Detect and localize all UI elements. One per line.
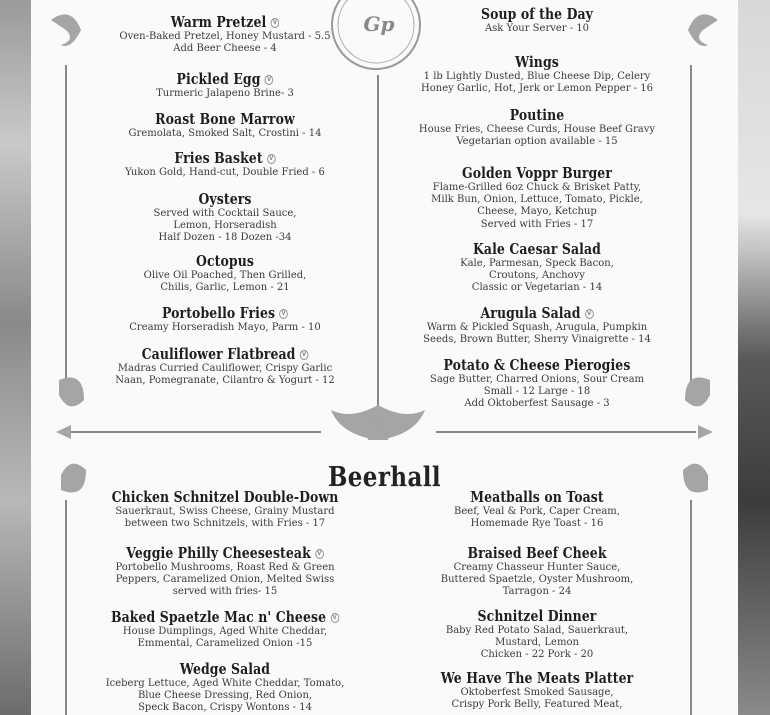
vegetarian-icon: V [267, 154, 276, 164]
item-name: Kale Caesar Salad [473, 241, 601, 258]
item-description: 1 lb Lightly Dusted, Blue Cheese Dip, Celery Honey Garlic, Hot, Jerk or Lemon Pepper - 16 [421, 71, 653, 95]
menu-item [75, 111, 375, 140]
item-name: Fries Basket [174, 150, 263, 167]
item-name: Baked Spaetzle Mac n' Cheese [110, 609, 327, 626]
item-name: Octopus [196, 253, 254, 270]
item-description: Oktoberfest Smoked Sausage, Crispy Pork Belly, Featured Meat, [451, 687, 623, 711]
menu-item [75, 14, 375, 55]
vegetarian-icon: V [330, 613, 339, 623]
item-description: Kale, Parmesan, Speck Bacon, Croutons, Anchovy Classic or Vegetarian - 14 [460, 258, 614, 294]
menu-item [387, 357, 687, 411]
menu-item [75, 191, 375, 245]
item-name: Wings [515, 54, 559, 71]
vegetarian-icon: V [585, 309, 594, 319]
item-name: Golden Voppr Burger [461, 165, 612, 182]
menu-item [75, 346, 375, 387]
background-right-photo [738, 0, 770, 715]
item-description: Iceberg Lettuce, Aged White Cheddar, Tomato, Blue Cheese Dressing, Red Onion, Speck Bacon, Crispy Wontons - 14 [105, 678, 345, 714]
menu-item [75, 661, 375, 715]
item-description: House Dumplings, Aged White Cheddar, Emmental, Caramelized Onion -15 [122, 626, 328, 650]
item-name: We Have The Meats Platter [440, 670, 634, 687]
item-description: Olive Oil Poached, Then Grilled, Chilis, Garlic, Lemon - 21 [143, 270, 307, 294]
menu-item [387, 670, 687, 711]
item-name: Arugula Salad [480, 305, 581, 322]
menu-item [387, 54, 687, 95]
item-description: House Fries, Cheese Curds, House Beef Gravy Vegetarian option available - 15 [418, 124, 656, 148]
menu-item [387, 305, 687, 346]
item-description: Beef, Veal & Pork, Caper Cream, Homemade Rye Toast - 16 [454, 506, 620, 530]
menu-item [387, 241, 687, 295]
menu-item [75, 253, 375, 294]
item-description: Creamy Horseradish Mayo, Parm - 10 [129, 322, 321, 333]
menu-item [387, 489, 687, 530]
vegetarian-icon: V [300, 350, 309, 360]
item-description: Creamy Chasseur Hunter Sauce, Buttered Spaetzle, Oyster Mushroom, Tarragon - 24 [440, 562, 634, 598]
menu-item [75, 609, 375, 650]
item-name: Chicken Schnitzel Double-Down [111, 489, 339, 506]
item-description: Portobello Mushrooms, Roast Red & Green Peppers, Caramelized Onion, Melted Swiss served with fries- 15 [115, 562, 335, 598]
item-description: Served with Cocktail Sauce, Lemon, Horseradish Half Dozen - 18 Dozen -34 [153, 208, 297, 244]
vegetarian-icon: V [271, 18, 280, 28]
item-name: Warm Pretzel [170, 14, 267, 31]
item-name: Poutine [509, 107, 565, 124]
item-description: Sage Butter, Charred Onions, Sour Cream Small - 12 Large - 18 Add Oktoberfest Sausage - 3 [429, 374, 645, 410]
item-name: Schnitzel Dinner [477, 608, 597, 625]
item-description: Flame-Grilled 6oz Chuck & Brisket Patty, Milk Bun, Onion, Lettuce, Tomato, Pickle, Cheese, Mayo, Ketchup Served with Fries - 17 [431, 182, 643, 230]
section-title: Beerhall [327, 462, 442, 493]
background-left-photo [0, 0, 31, 715]
item-name: Soup of the Day [480, 6, 594, 23]
menu-item [387, 165, 687, 231]
item-name: Wedge Salad [179, 661, 271, 678]
vegetarian-icon: V [279, 309, 288, 319]
item-name: Portobello Fries [162, 305, 276, 322]
item-name: Pickled Egg [176, 71, 261, 88]
item-description: Madras Curried Cauliflower, Crispy Garlic Naan, Pomegranate, Cilantro & Yogurt - 12 [115, 363, 335, 387]
menu-item [75, 305, 375, 334]
item-name: Oysters [198, 191, 252, 208]
item-name: Cauliflower Flatbread [141, 346, 296, 363]
vegetarian-icon: V [265, 75, 274, 85]
item-name: Potato & Cheese Pierogies [443, 357, 631, 374]
menu-item [387, 608, 687, 662]
menu-item [75, 71, 375, 100]
menu-item [75, 545, 375, 599]
menu-item [75, 489, 375, 530]
item-description: Sauerkraut, Swiss Cheese, Grainy Mustard between two Schnitzels, with Fries - 17 [115, 506, 335, 530]
item-description: Yukon Gold, Hand-cut, Double Fried - 6 [125, 167, 325, 178]
item-name: Meatballs on Toast [470, 489, 604, 506]
item-description: Warm & Pickled Squash, Arugula, Pumpkin Seeds, Brown Butter, Sherry Vinaigrette - 14 [423, 322, 651, 346]
item-name: Roast Bone Marrow [155, 111, 295, 128]
item-description: Gremolata, Smoked Salt, Crostini - 14 [128, 128, 322, 139]
logo-monogram: Gp [363, 12, 395, 36]
vegetarian-icon: V [315, 549, 324, 559]
item-name: Braised Beef Cheek [467, 545, 607, 562]
item-description: Turmeric Jalapeno Brine- 3 [156, 88, 294, 99]
menu-item [387, 107, 687, 148]
item-description: Oven-Baked Pretzel, Honey Mustard - 5.5 Add Beer Cheese - 4 [119, 31, 331, 55]
menu-page [31, 0, 738, 715]
item-name: Veggie Philly Cheesesteak [126, 545, 311, 562]
menu-item [387, 6, 687, 35]
item-description: Baby Red Potato Salad, Sauerkraut, Mustard, Lemon Chicken - 22 Pork - 20 [445, 625, 629, 661]
menu-item [75, 150, 375, 179]
item-description: Ask Your Server - 10 [484, 23, 590, 34]
menu-item [387, 545, 687, 599]
